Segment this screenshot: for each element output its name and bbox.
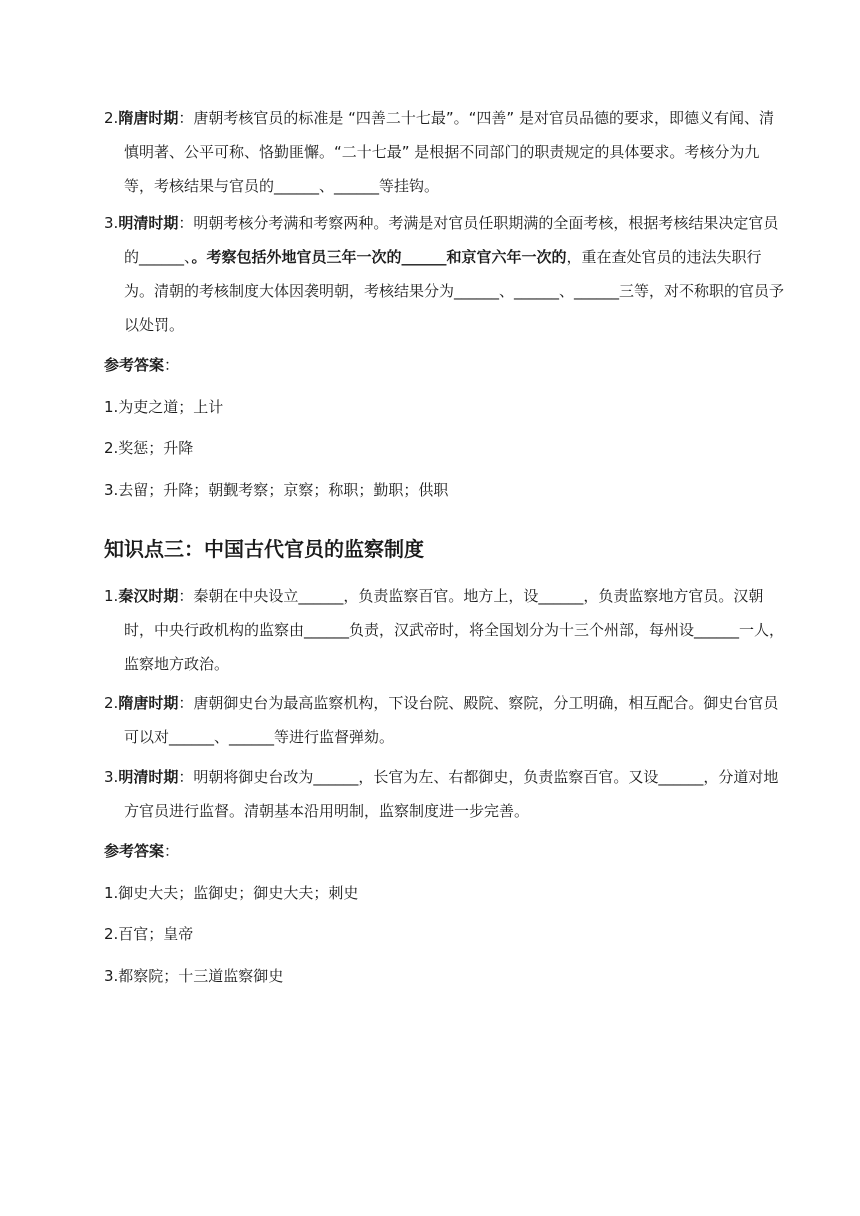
- item-text: ：秦朝在中央设立______，负责监察百官。地方上，设______，负责监察地方官员。汉朝时，中央行政机构的监察由______负责，汉武帝时，将全国划分为十三个州部，每州设______一人，监察地方政治。: [124, 587, 785, 673]
- answer-line: 1.御史大夫；监御史；御史大夫；刺史: [104, 884, 359, 902]
- answer-label-text: 参考答案: [104, 842, 165, 860]
- item-text: ：明朝将御史台改为______，长官为左、右都御史，负责监察百官。又设______，分道对地方官员进行监督。清朝基本沿用明制，监察制度进一步完善。: [124, 768, 779, 820]
- item-number: 1.: [104, 587, 119, 605]
- answer-label: 参考答案：: [104, 356, 180, 374]
- item-text: ：唐朝御史台为最高监察机构，下设台院、殿院、察院，分工明确，相互配合。御史台官员可以对______、______等进行监督弹劾。: [124, 694, 779, 746]
- assessment-item-ming-qing: [104, 206, 784, 342]
- answer-label: 参考答案：: [104, 842, 180, 860]
- answer-line: 3.去留；升降；朝觐考察；京察；称职；勤职；供职: [104, 481, 449, 499]
- period-label: 明清时期: [118, 214, 179, 232]
- item-number: 3.: [104, 214, 119, 232]
- assessment-item-sui-tang: [104, 101, 784, 203]
- item-text-bold: 。考察包括外地官员三年一次的______和京官六年一次的: [191, 248, 567, 266]
- answer-line: 2.奖惩；升降: [104, 439, 194, 457]
- period-label: 秦汉时期: [118, 587, 179, 605]
- answer-line: 1.为吏之道；上计: [104, 398, 224, 416]
- supervision-item-ming-qing: [104, 760, 784, 828]
- section-heading: 知识点三：中国古代官员的监察制度: [104, 537, 424, 561]
- answer-line: 2.百官；皇帝: [104, 925, 194, 943]
- item-text: ：唐朝考核官员的标准是 “四善二十七最”。“四善” 是对官员品德的要求，即德义有闻、清慎明著、公平可称、恪勤匪懈。“二十七最” 是根据不同部门的职责规定的具体要求。考核分为九等，考核结果与官员的______、______等挂钩。: [124, 109, 774, 195]
- answer-label-text: 参考答案: [104, 356, 165, 374]
- item-number: 3.: [104, 768, 119, 786]
- supervision-item-sui-tang: [104, 686, 784, 754]
- supervision-item-qin-han: [104, 579, 784, 681]
- item-text: ：明朝考核分考满和考察两种。考满是对官员任职期满的全面考核，根据考核结果决定官员的______、: [124, 214, 779, 266]
- item-number: 2.: [104, 109, 119, 127]
- period-label: 隋唐时期: [118, 694, 179, 712]
- answer-line: 3.都察院；十三道监察御史: [104, 967, 284, 985]
- period-label: 明清时期: [118, 768, 179, 786]
- period-label: 隋唐时期: [118, 109, 179, 127]
- item-number: 2.: [104, 694, 119, 712]
- item-text: ，重在查处官员的违法失职行为。清朝的考核制度大体因袭明朝，考核结果分为______、______、______三等，对不称职的官员予以处罚。: [124, 248, 785, 334]
